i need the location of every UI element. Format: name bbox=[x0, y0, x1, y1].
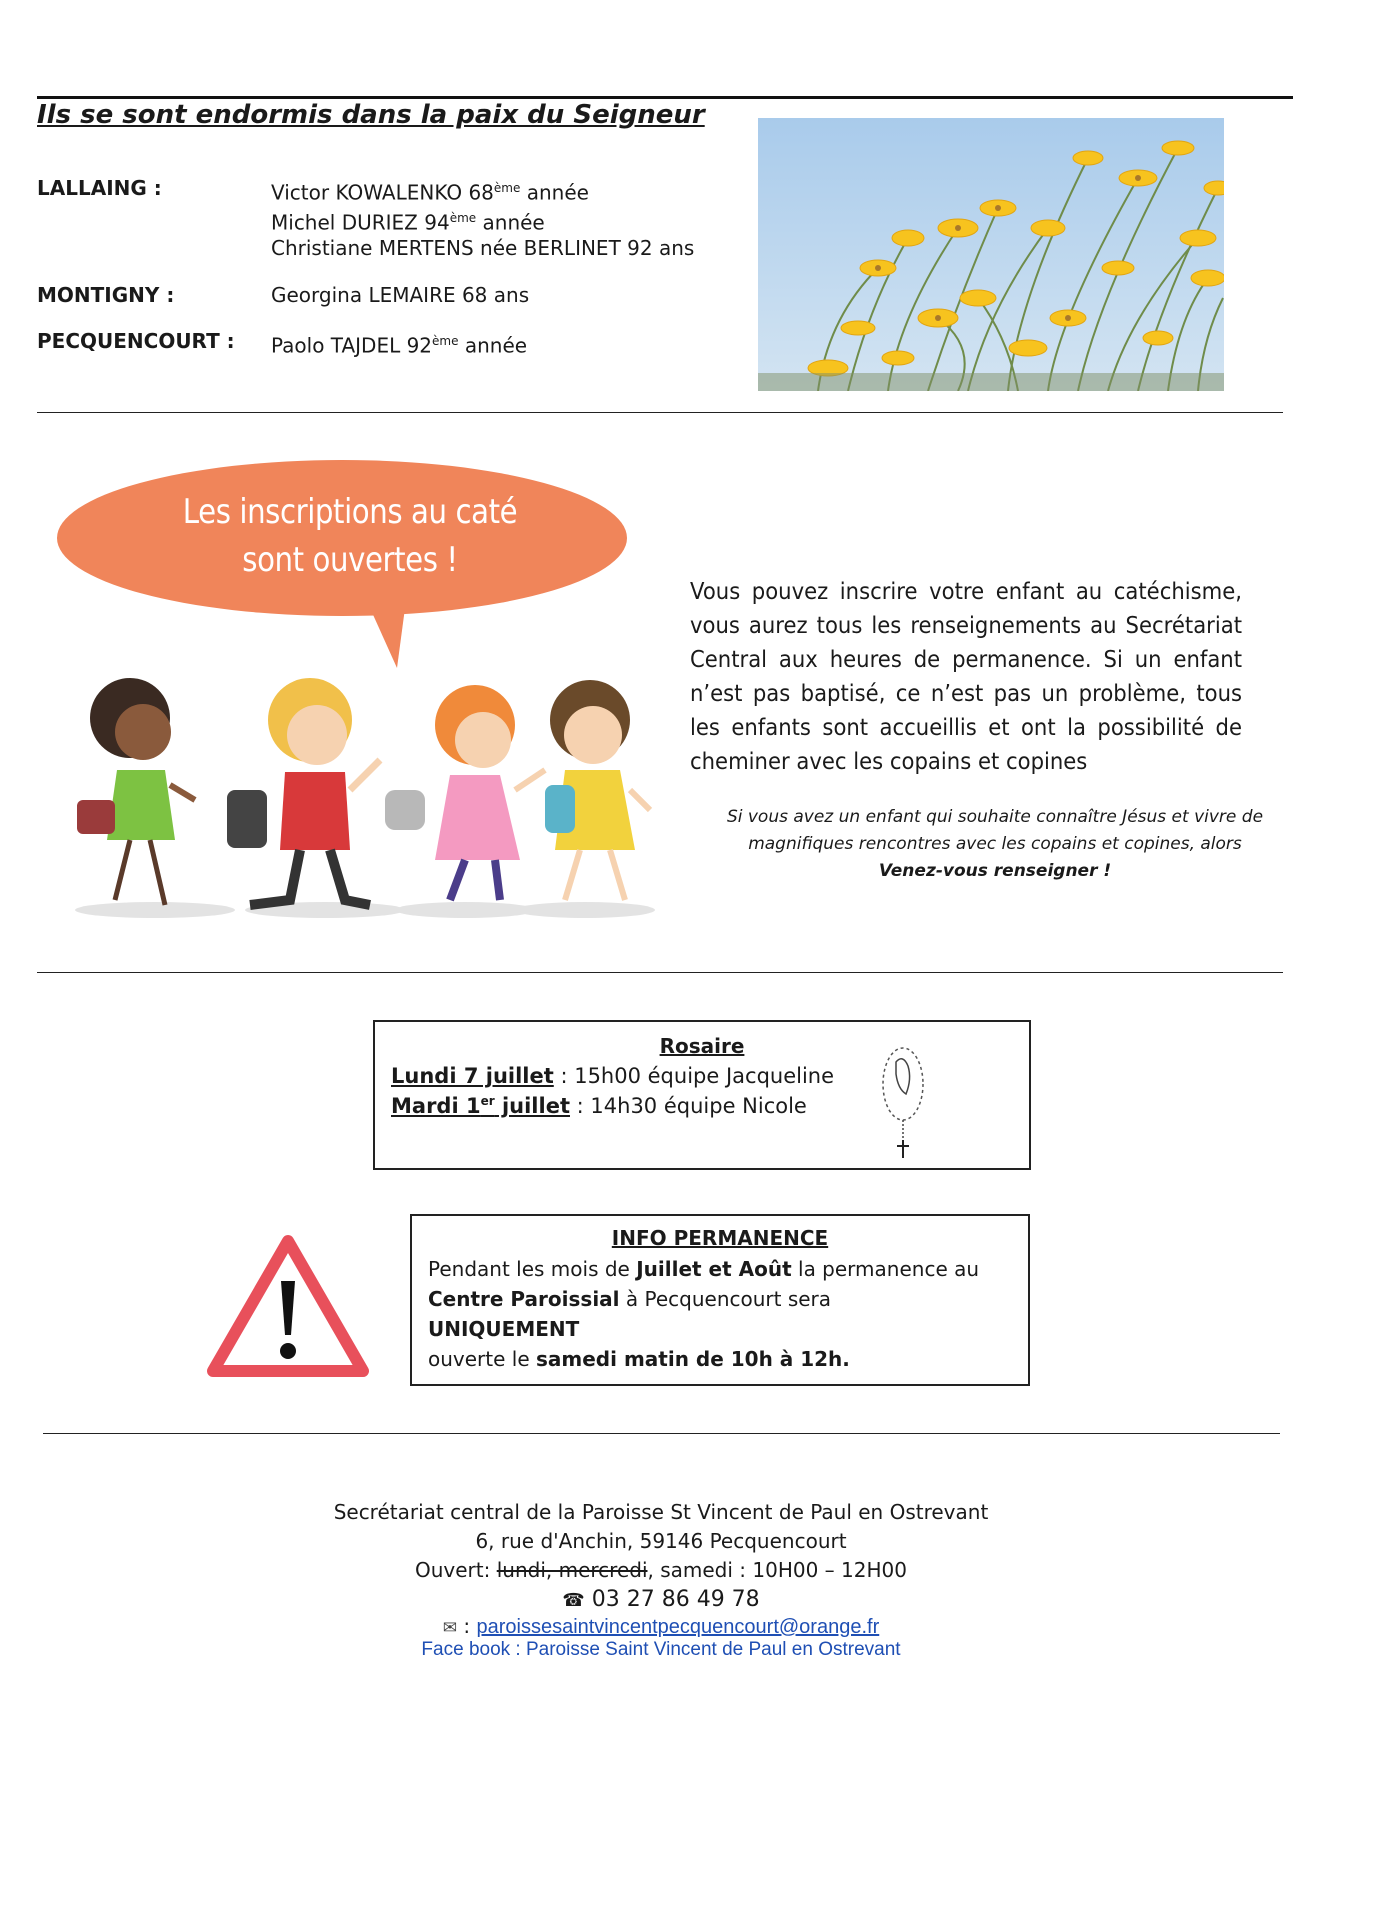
children-illustration bbox=[45, 660, 665, 920]
obituary-entry: Michel DURIEZ 94ème année bbox=[271, 210, 545, 235]
section-divider bbox=[43, 1433, 1280, 1434]
catechism-paragraph: Vous pouvez inscrire votre enfant au catéchisme, vous aurez tous les renseignements au Secrétariat Central aux heures de permanence. Si un enfant n’est pas baptisé, ce n’est pas un problème, tous les enfants sont accueillis et ont la possibilité de cheminer avec les copains et copines bbox=[690, 579, 1242, 775]
rosary-line-1: Lundi 7 juillet : 15h00 équipe Jacqueline bbox=[391, 1064, 835, 1088]
top-rule bbox=[37, 96, 1293, 99]
location-lallaing: LALLAING : bbox=[37, 176, 162, 200]
mail-icon: ✉ bbox=[442, 1618, 458, 1638]
section-divider bbox=[37, 412, 1283, 413]
catechism-invitation: Si vous avez un enfant qui souhaite connaître Jésus et vivre de magnifiques rencontres avec les copains et copines, alors Venez-vous renseigner ! bbox=[726, 807, 1264, 881]
footer-hours: Ouvert: lundi, mercredi, samedi : 10H00 – 12H00 bbox=[415, 1558, 907, 1582]
obituary-entry: Victor KOWALENKO 68ème année bbox=[271, 180, 589, 205]
location-montigny: MONTIGNY : bbox=[37, 283, 175, 307]
footer-line-1: Secrétariat central de la Paroisse St Vincent de Paul en Ostrevant bbox=[333, 1500, 989, 1524]
phone-icon: ☎ bbox=[562, 1590, 585, 1611]
flowers-photo bbox=[758, 118, 1224, 391]
facebook-link[interactable]: Face book : Paroisse Saint Vincent de Paul en Ostrevant bbox=[421, 1639, 901, 1660]
email-link[interactable]: paroissesaintvincentpecquencourt@orange.fr bbox=[476, 1616, 880, 1638]
rosary-box bbox=[373, 1020, 1031, 1170]
obituary-title: Ils se sont endormis dans la paix du Seigneur bbox=[37, 100, 705, 130]
footer-email: ✉ : paroissesaintvincentpecquencourt@orange.fr bbox=[442, 1614, 880, 1638]
obituary-entry: Georgina LEMAIRE 68 ans bbox=[271, 283, 530, 307]
footer bbox=[0, 1498, 1322, 1661]
rosary-title: Rosaire bbox=[659, 1034, 745, 1058]
permanence-title: INFO PERMANENCE bbox=[611, 1226, 829, 1250]
section-divider bbox=[37, 972, 1283, 973]
footer-phone: ☎ 03 27 86 49 78 bbox=[562, 1587, 760, 1612]
warning-icon bbox=[205, 1233, 371, 1381]
obituary-entry: Paolo TAJDEL 92ème année bbox=[271, 333, 528, 358]
bubble-text: Les inscriptions au caté sont ouvertes ! bbox=[182, 492, 518, 580]
permanence-box bbox=[410, 1214, 1030, 1386]
rosary-icon bbox=[878, 1044, 928, 1159]
permanence-text: Pendant les mois de Juillet et Août la permanence au Centre Paroissial à Pecquencourt sera UNIQUEMENT ouverte le samedi matin de 10h à 12h. bbox=[428, 1257, 980, 1371]
rosary-line-2: Mardi 1er juillet : 14h30 équipe Nicole bbox=[391, 1094, 807, 1118]
obituary-entry: Christiane MERTENS née BERLINET 92 ans bbox=[271, 236, 695, 260]
location-pecquencourt: PECQUENCOURT : bbox=[37, 329, 235, 353]
footer-line-2: 6, rue d'Anchin, 59146 Pecquencourt bbox=[475, 1529, 847, 1553]
